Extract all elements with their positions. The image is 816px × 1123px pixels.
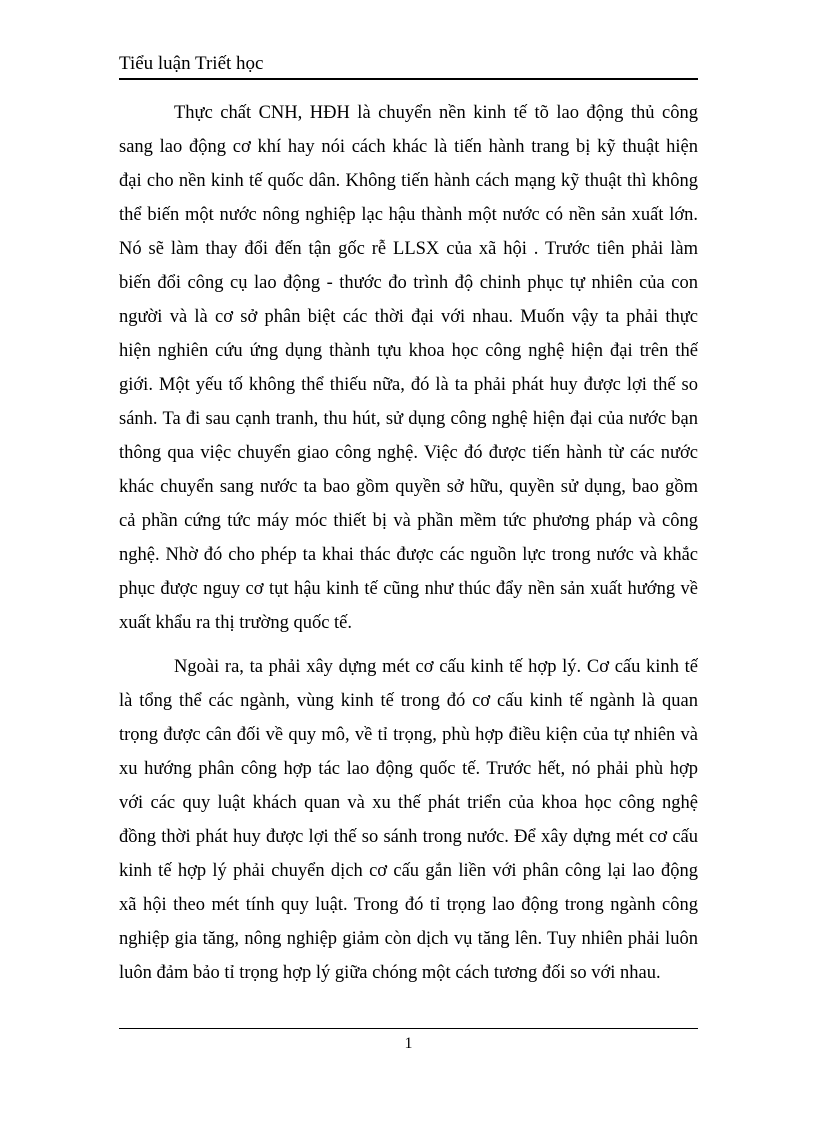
paragraph-line: Ngoài ra, ta phải xây dựng mét cơ cấu kinh tế hợp lý. Cơ cấu kinh tế bbox=[174, 657, 698, 677]
paragraph-line: Nó sẽ làm thay đổi đến tận gốc rễ LLSX của xã hội . Trước tiên phải làm bbox=[119, 239, 698, 259]
paragraph-line: với các quy luật khách quan và xu thế phát triển của khoa học công nghệ bbox=[119, 793, 698, 813]
document-body bbox=[119, 96, 698, 990]
paragraph-line: kinh tế hợp lý phải chuyển dịch cơ cấu gắn liền với phân công lại lao động bbox=[119, 861, 698, 881]
paragraph-line: thông qua việc chuyển giao công nghệ. Việc đó được tiến hành từ các nước bbox=[119, 443, 698, 463]
paragraph bbox=[119, 96, 698, 640]
paragraph bbox=[119, 650, 698, 990]
paragraph-line: xuất khẩu ra thị trường quốc tế. bbox=[119, 613, 353, 633]
paragraph-gap bbox=[119, 640, 698, 650]
paragraph-line: cả phần cứng tức máy móc thiết bị và phần mềm tức phương pháp và công bbox=[119, 511, 698, 531]
paragraph-line: là tổng thể các ngành, vùng kinh tế trong đó cơ cấu kinh tế ngành là quan bbox=[119, 691, 698, 711]
paragraph-line: hiện nghiên cứu ứng dụng thành tựu khoa học công nghệ hiện đại trên thế bbox=[119, 341, 698, 361]
paragraph-line: phục được nguy cơ tụt hậu kinh tế cũng như thúc đẩy nền sản xuất hướng về bbox=[119, 579, 698, 599]
paragraph-line: thể biến một nước nông nghiệp lạc hậu thành một nước có nền sản xuất lớn. bbox=[119, 205, 698, 225]
paragraph-line: nghệ. Nhờ đó cho phép ta khai thác được các nguồn lực trong nước và khắc bbox=[119, 545, 698, 565]
paragraph-line: đại cho nền kinh tế quốc dân. Không tiến hành cách mạng kỹ thuật thì không bbox=[119, 171, 698, 191]
paragraph-line: luôn đảm bảo tỉ trọng hợp lý giữa chóng một cách tương đối so với nhau. bbox=[119, 963, 661, 983]
footer-divider bbox=[119, 1028, 698, 1029]
page-number: 1 bbox=[404, 1035, 413, 1052]
paragraph-line: trọng được cân đối về quy mô, về tỉ trọng, phù hợp điều kiện của tự nhiên và bbox=[119, 725, 698, 745]
paragraph-line: sánh. Ta đi sau cạnh tranh, thu hút, sử dụng công nghệ hiện đại của nước bạn bbox=[119, 409, 698, 429]
paragraph-line: người và là cơ sở phân biệt các thời đại với nhau. Muốn vậy ta phải thực bbox=[119, 307, 698, 327]
paragraph-line: đồng thời phát huy được lợi thế so sánh trong nước. Để xây dựng mét cơ cấu bbox=[119, 827, 698, 847]
paragraph-line: khác chuyển sang nước ta bao gồm quyền sở hữu, quyền sử dụng, bao gồm bbox=[119, 477, 698, 497]
paragraph-line: giới. Một yếu tố không thể thiếu nữa, đó là ta phải phát huy được lợi thế so bbox=[119, 375, 698, 395]
page-header bbox=[119, 52, 698, 80]
paragraph-line: Thực chất CNH, HĐH là chuyển nền kinh tế tõ lao động thủ công bbox=[174, 103, 698, 123]
header-title: Tiểu luận Triết học bbox=[119, 53, 264, 74]
paragraph-line: nghiệp gia tăng, nông nghiệp giảm còn dịch vụ tăng lên. Tuy nhiên phải luôn bbox=[119, 929, 698, 949]
paragraphs-container bbox=[119, 96, 698, 990]
paragraph-line: sang lao động cơ khí hay nói cách khác là tiến hành trang bị kỹ thuật hiện bbox=[119, 137, 698, 157]
paragraph-line: xã hội theo mét tính quy luật. Trong đó tỉ trọng lao động trong ngành công bbox=[119, 895, 698, 915]
paragraph-line: xu hướng phân công hợp tác lao động quốc tế. Trước hết, nó phải phù hợp bbox=[119, 759, 698, 779]
paragraph-line: biến đổi công cụ lao động - thước đo trình độ chinh phục tự nhiên của con bbox=[119, 273, 698, 293]
